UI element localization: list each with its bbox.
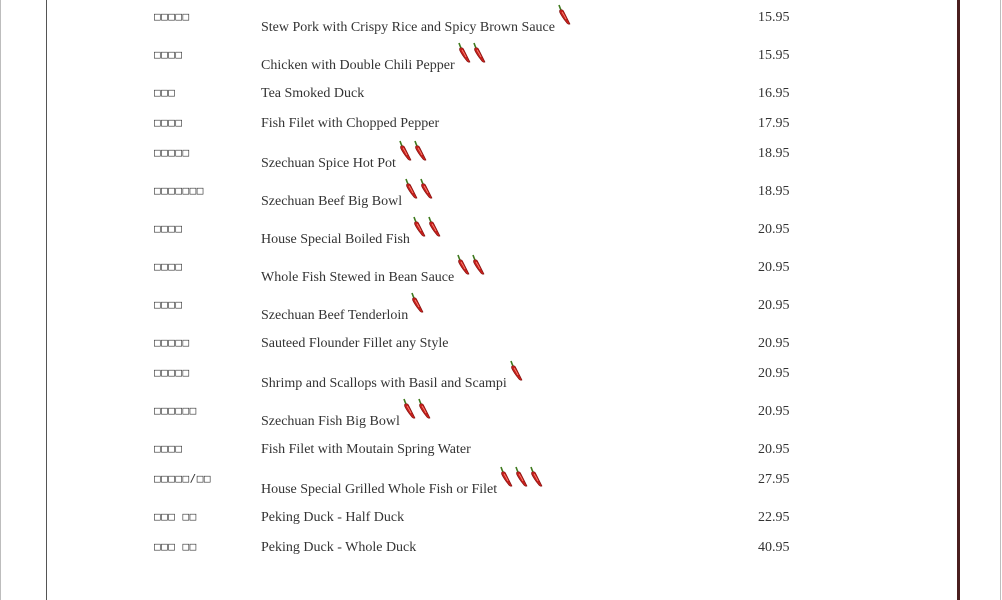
menu-row <box>47 216 957 254</box>
chili-pepper-icon <box>508 360 523 382</box>
menu-row <box>47 80 957 110</box>
chili-pepper-icon <box>426 216 441 238</box>
dish-name-text: House Special Grilled Whole Fish or Filet <box>261 482 498 497</box>
chili-pepper-icon <box>409 292 424 314</box>
menu-row <box>47 42 957 80</box>
spice-level <box>508 362 523 392</box>
dish-name-text: Stew Pork with Crispy Rice and Spicy Brown Sauce <box>261 20 555 35</box>
menu-row <box>47 436 957 466</box>
dish-name <box>261 178 433 210</box>
menu-row <box>47 254 957 292</box>
chili-pepper-icon <box>397 140 412 162</box>
dish-name <box>261 398 431 430</box>
dish-chinese-name: □□□□ <box>154 442 183 455</box>
dish-chinese-name: □□□□□/□□ <box>154 472 211 485</box>
dish-name <box>261 292 424 324</box>
spice-level <box>409 294 424 324</box>
chili-pepper-icon <box>416 398 431 420</box>
dish-name-text: Szechuan Fish Big Bowl <box>261 414 400 429</box>
menu-panel <box>46 0 960 600</box>
dish-chinese-name: □□□ □□ <box>154 510 197 523</box>
menu-row <box>47 330 957 360</box>
dish-price: 20.95 <box>758 336 790 351</box>
dish-name-text: Szechuan Beef Tenderloin <box>261 308 409 323</box>
dish-name <box>261 140 427 172</box>
dish-chinese-name: □□□□□ <box>154 366 190 379</box>
dish-price: 20.95 <box>758 260 790 275</box>
chili-pepper-icon <box>403 178 418 200</box>
spice-level <box>403 180 433 210</box>
dish-chinese-name: □□□□□□ <box>154 404 197 417</box>
chili-pepper-icon <box>471 42 486 64</box>
dish-chinese-name: □□□ <box>154 86 176 99</box>
menu-row <box>47 4 957 42</box>
menu-row <box>47 504 957 534</box>
page-border-left <box>0 0 1 600</box>
dish-price: 20.95 <box>758 442 790 457</box>
dish-price: 22.95 <box>758 510 790 525</box>
menu-row <box>47 398 957 436</box>
dish-name-text: Peking Duck - Half Duck <box>261 510 405 525</box>
chili-pepper-icon <box>411 216 426 238</box>
dish-chinese-name: □□□ □□ <box>154 540 197 553</box>
dish-name-text: Peking Duck - Whole Duck <box>261 540 417 555</box>
dish-chinese-name: □□□□□ <box>154 146 190 159</box>
chili-pepper-icon <box>498 466 513 488</box>
dish-name-text: Tea Smoked Duck <box>261 86 365 101</box>
dish-chinese-name: □□□□ <box>154 260 183 273</box>
menu-row <box>47 534 957 564</box>
spice-level <box>498 468 543 498</box>
dish-name <box>261 510 404 526</box>
menu-row <box>47 292 957 330</box>
chili-pepper-icon <box>455 254 470 276</box>
dish-name-text: Szechuan Beef Big Bowl <box>261 194 403 209</box>
dish-chinese-name: □□□□ <box>154 222 183 235</box>
dish-price: 20.95 <box>758 298 790 313</box>
spice-level <box>456 44 486 74</box>
dish-name <box>261 442 471 458</box>
dish-name <box>261 466 543 498</box>
dish-price: 27.95 <box>758 472 790 487</box>
menu-row <box>47 110 957 140</box>
dish-price: 20.95 <box>758 404 790 419</box>
dish-price: 18.95 <box>758 184 790 199</box>
dish-price: 20.95 <box>758 222 790 237</box>
page-border-right <box>1000 0 1001 600</box>
dish-price: 16.95 <box>758 86 790 101</box>
dish-name-text: House Special Boiled Fish <box>261 232 410 247</box>
dish-name <box>261 116 439 132</box>
dish-chinese-name: □□□□□ <box>154 336 190 349</box>
dish-chinese-name: □□□□ <box>154 298 183 311</box>
chili-pepper-icon <box>513 466 528 488</box>
dish-chinese-name: □□□□□ <box>154 10 190 23</box>
spice-level <box>397 142 427 172</box>
spice-level <box>556 6 571 36</box>
chili-pepper-icon <box>556 4 571 26</box>
dish-name <box>261 360 523 392</box>
menu-row <box>47 466 957 504</box>
menu-row <box>47 178 957 216</box>
dish-name <box>261 254 485 286</box>
dish-chinese-name: □□□□□□□ <box>154 184 204 197</box>
dish-price: 17.95 <box>758 116 790 131</box>
chili-pepper-icon <box>470 254 485 276</box>
spice-level <box>411 218 441 248</box>
dish-price: 18.95 <box>758 146 790 161</box>
dish-price: 40.95 <box>758 540 790 555</box>
dish-name <box>261 42 486 74</box>
chili-pepper-icon <box>401 398 416 420</box>
dish-price: 20.95 <box>758 366 790 381</box>
dish-chinese-name: □□□□ <box>154 48 183 61</box>
chili-pepper-icon <box>412 140 427 162</box>
dish-name-text: Fish Filet with Moutain Spring Water <box>261 442 471 457</box>
dish-name-text: Shrimp and Scallops with Basil and Scampi <box>261 376 507 391</box>
menu-row <box>47 360 957 398</box>
dish-price: 15.95 <box>758 10 790 25</box>
dish-name <box>261 4 571 36</box>
chili-pepper-icon <box>418 178 433 200</box>
dish-name-text: Sauteed Flounder Fillet any Style <box>261 336 449 351</box>
dish-name <box>261 540 416 556</box>
dish-name <box>261 86 364 102</box>
dish-name-text: Fish Filet with Chopped Pepper <box>261 116 440 131</box>
dish-name-text: Szechuan Spice Hot Pot <box>261 156 396 171</box>
spice-level <box>455 256 485 286</box>
chili-pepper-icon <box>456 42 471 64</box>
dish-name-text: Whole Fish Stewed in Bean Sauce <box>261 270 455 285</box>
dish-name-text: Chicken with Double Chili Pepper <box>261 58 455 73</box>
chili-pepper-icon <box>528 466 543 488</box>
menu-row <box>47 140 957 178</box>
dish-price: 15.95 <box>758 48 790 63</box>
dish-name <box>261 216 441 248</box>
dish-chinese-name: □□□□ <box>154 116 183 129</box>
spice-level <box>401 400 431 430</box>
dish-name <box>261 336 448 352</box>
